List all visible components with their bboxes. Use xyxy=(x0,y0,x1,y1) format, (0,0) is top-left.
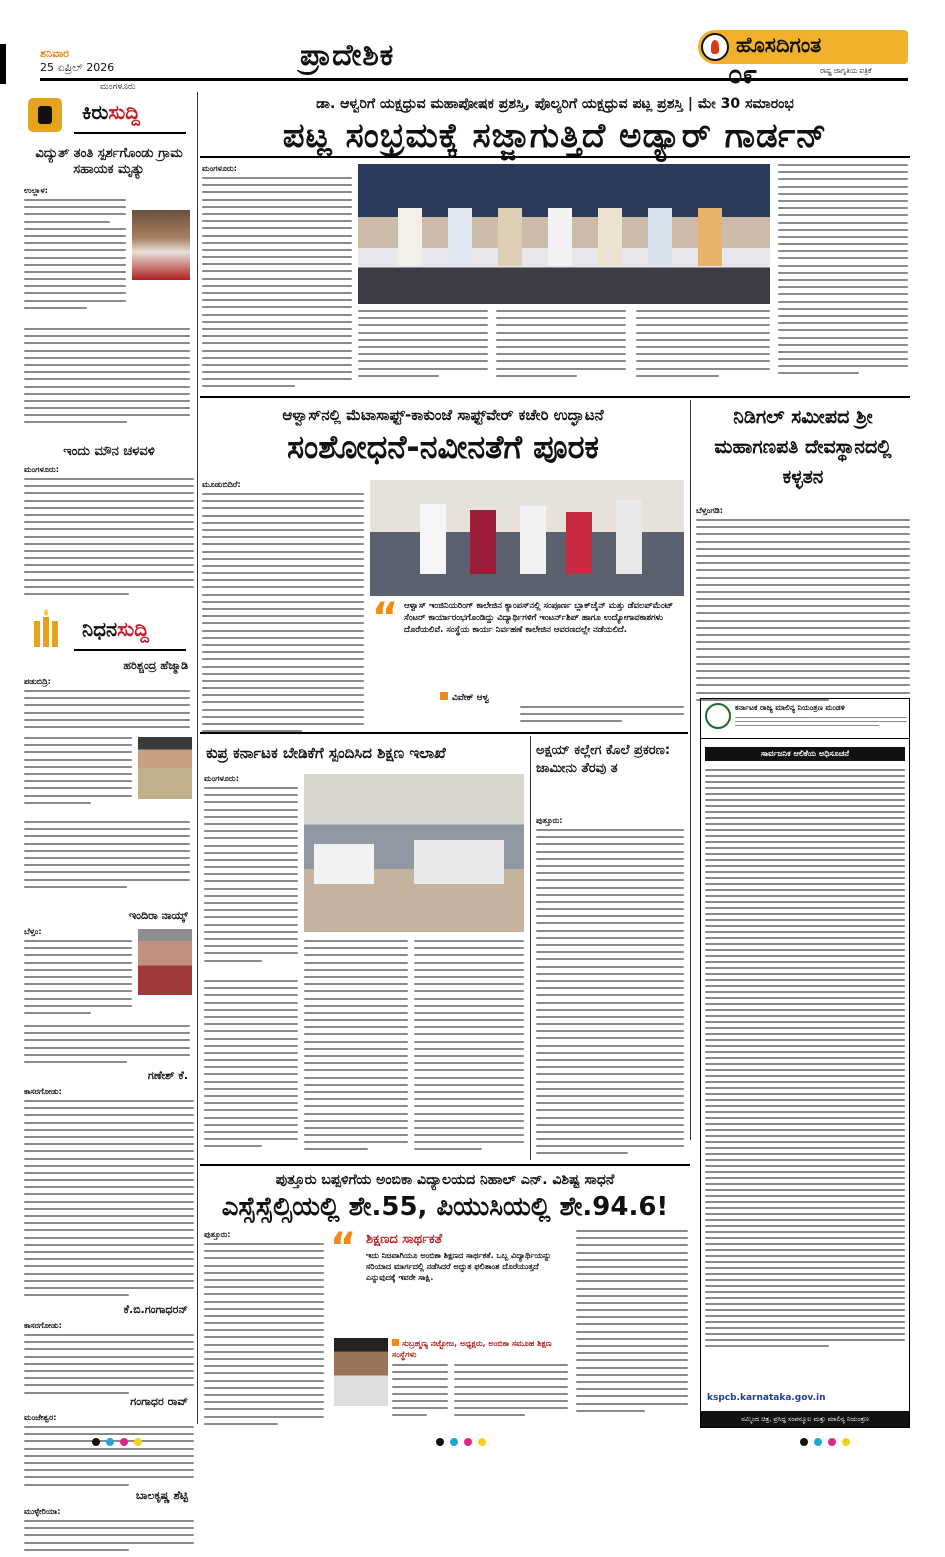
lead-rule xyxy=(200,156,910,158)
obit-item xyxy=(24,677,194,903)
registration-marks-center xyxy=(436,1438,516,1448)
alva-col-bottom xyxy=(520,706,684,728)
dateline: ಬೆಳ್ತಂ: xyxy=(24,927,42,936)
nihal-col3 xyxy=(454,1364,568,1424)
kupra-story xyxy=(200,736,526,1164)
thumbs-up-icon xyxy=(28,98,62,132)
quote-icon: “ xyxy=(330,1225,357,1271)
obit-text xyxy=(24,1413,194,1485)
kiru-story1-body xyxy=(24,182,194,442)
obit-name: ಬಾಲಕೃಷ್ಣ ಶೆಟ್ಟಿ xyxy=(135,1489,188,1502)
quote-by-text: ವಿವೇಕ್ ಆಳ್ವ xyxy=(452,693,490,703)
nihal-kicker: ಪುತ್ತೂರು ಬಪ್ಪಳಿಗೆಯ ಅಂಬಿಕಾ ವಿದ್ಯಾಲಯದ ನಿಹಾಲ್ ಎನ್. ವಿಶಿಷ್ಟ ಸಾಧನೆ xyxy=(275,1172,615,1188)
quote-marker-icon xyxy=(440,692,448,700)
dateline: ಕಾಸರಗೋಡು: xyxy=(24,1321,62,1330)
obit-item xyxy=(24,927,194,1067)
lead-col3 xyxy=(496,310,626,388)
lead-headline: ಪಟ್ಲ ಸಂಭ್ರಮಕ್ಕೆ ಸಜ್ಜಾಗುತ್ತಿದೆ ಅಡ್ಯಾರ್ ಗಾರ್ಡನ್ xyxy=(282,116,828,156)
kpsc-header xyxy=(701,699,909,739)
dateline: ಪಡುಬಿದ್ರಿ: xyxy=(24,677,51,686)
alva-headline: ಸಂಶೋಧನೆ-ನವೀನತೆಗೆ ಪೂರಕ xyxy=(287,428,599,466)
quote-icon: “ xyxy=(372,595,399,641)
masthead-rule xyxy=(40,78,908,81)
kpsc-notice xyxy=(700,698,910,1428)
nidigal-story xyxy=(696,402,910,692)
nihal-quote-title: ಶಿಕ್ಷಣದ ಸಾರ್ಥಕತೆ xyxy=(366,1232,443,1247)
nidhana-suddi-header xyxy=(24,605,194,657)
lead-col4 xyxy=(636,310,770,388)
obit-photo xyxy=(138,737,192,799)
kupra-col4 xyxy=(414,940,524,1162)
kupra-headline: ಕುಪ್ರ ಕರ್ನಾಟಕ ಬೇಡಿಕೆಗೆ ಸ್ಪಂದಿಸಿದ ಶಿಕ್ಷಣ ಇಲಾಖೆ xyxy=(206,744,446,762)
dateline: ಮಂಗಳೂರು: xyxy=(204,774,239,783)
column-divider xyxy=(690,400,691,1140)
nidigal-headline: ನಿಡಿಗಲ್ ಸಮೀಪದ ಶ್ರೀ ಮಹಾಗಣಪತಿ ದೇವಸ್ಥಾನದಲ್ಲಿ ಕಳ್ಳತನ xyxy=(714,406,892,488)
kupra-col3 xyxy=(204,980,298,1162)
lead-col5 xyxy=(778,164,908,388)
alva-quote-by xyxy=(440,692,489,703)
kupra-col2 xyxy=(304,940,408,1162)
column-divider xyxy=(197,92,198,1424)
nihal-quote-text: ಇದು ನಿಜವಾಗಿಯೂ ಅಂಬಿಕಾ ಶಿಕ್ಷಣದ ಸಾರ್ಥಕತೆ. ಒಬ್ಬ ವಿದ್ಯಾರ್ಥಿಯನ್ನು ಸರಿಯಾದ ಮಾರ್ಗದಲ್ಲಿ ನಡೆಸಿದರೆ ಅದ್ಭುತ ಫಲಿತಾಂಶ ದೊರೆಯುತ್ತದೆ ಎನ್ನುವುದಕ್ಕೆ ಇವರೇ ಸಾಕ್ಷಿ. xyxy=(366,1251,552,1282)
kpsc-footer: ನಮ್ಮಿಂದ ಚಿತ್ರ, ಪ್ರಸಿದ್ಧ ಸಂಪನ್ಮೂಲ ಮತ್ತು ಮಾಲಿನ್ಯ ನಿಯಂತ್ರಣ xyxy=(701,1411,909,1427)
kpsc-url[interactable]: kspcb.karnataka.gov.in xyxy=(707,1393,826,1403)
kiru-story1-headline: ವಿದ್ಯುತ್ ತಂತಿ ಸ್ಪರ್ಶಗೊಂಡು ಗ್ರಾಮ ಸಹಾಯಕ ಮೃತ್ಯು xyxy=(35,146,183,177)
masthead xyxy=(0,0,945,90)
tagline: ರಾಷ್ಟ್ರ ಜಾಗೃತಿಯ ಪತ್ರಿಕೆ xyxy=(820,67,872,75)
nidhana-label-a: ನಿಧನ xyxy=(82,617,118,641)
dateline: ಉಲ್ಲಾಳ: xyxy=(24,186,48,195)
obit-text xyxy=(24,1087,194,1299)
masthead-color-strip xyxy=(0,44,6,84)
obit-text xyxy=(24,927,132,1023)
obit-text-more xyxy=(24,821,190,903)
kpsc-emblem-icon xyxy=(705,703,731,729)
nihal-col2 xyxy=(392,1364,448,1424)
alva-story xyxy=(200,400,686,728)
section-title: ಪ್ರಾದೇಶಿಕ xyxy=(300,38,395,73)
lead-col1 xyxy=(202,164,352,388)
dateline: ಮಂಜೇಶ್ವರ: xyxy=(24,1413,57,1422)
dateline: ಕಾಸರಗೋಡು: xyxy=(24,1087,62,1096)
day-label: ಶನಿವಾರ xyxy=(40,47,69,60)
section-rule xyxy=(200,732,688,734)
kpsc-body xyxy=(705,769,905,1389)
date-label: 25 ಏಪ್ರಿಲ್ 2026 xyxy=(40,61,115,74)
kiru-story2-text xyxy=(24,465,194,597)
kolai-headline: ಅಕ್ಷಯ್ ಕಲ್ಲೇಗ ಕೊಲೆ ಪ್ರಕರಣ: ಜಾಮೀನು ತೆರವು ತ xyxy=(536,743,671,776)
dateline: ಬೆಳ್ತಂಗಡಿ: xyxy=(696,506,723,515)
logo-text: ಹೊಸದಿಗಂತ xyxy=(736,33,822,57)
victim-photo xyxy=(132,210,190,280)
lead-kicker: ಡಾ. ಆಳ್ವರಿಗೆ ಯಕ್ಷಧ್ರುವ ಮಹಾಪೋಷಕ ಪ್ರಶಸ್ತಿ, ಪೊಲ್ಯರಿಗೆ ಯಕ್ಷಧ್ರುವ ಪಟ್ಲ ಪ್ರಶಸ್ತಿ | ಮೇ 30 ಸಮಾರಂಭ xyxy=(316,96,794,112)
nihal-quote-box xyxy=(330,1225,570,1334)
obit-text xyxy=(24,1321,194,1391)
alva-col1 xyxy=(202,480,364,724)
kiru-label xyxy=(82,100,140,124)
obit-text-side xyxy=(24,737,132,817)
kiru-suddi-header xyxy=(24,92,194,142)
left-column xyxy=(24,92,194,1516)
kolai-text xyxy=(536,816,684,1162)
obit-name: ಕೆ.ಬಿ.ಗಂಗಾಧರನ್ xyxy=(123,1303,188,1316)
registration-marks-right xyxy=(800,1438,880,1448)
dateline: ಮುಳ್ಳೇರಿಯಾ: xyxy=(24,1507,61,1516)
obit-name: ಹರಿಶ್ಚಂದ್ರ ಹೆಜ್ಮಾಡಿ xyxy=(123,659,188,672)
dateline: ಮಂಗಳೂರು: xyxy=(24,465,59,474)
nihal-photo xyxy=(334,1338,388,1406)
nihal-quote-by xyxy=(392,1338,568,1360)
logo-emblem-icon xyxy=(701,33,729,61)
obit-text xyxy=(24,1507,194,1557)
nihal-col1 xyxy=(204,1230,324,1426)
nidigal-text xyxy=(696,506,910,692)
paper-logo xyxy=(698,30,908,64)
lead-photo xyxy=(358,164,770,304)
quote-marker-icon xyxy=(392,1339,399,1346)
page-number: ೦೯ xyxy=(728,60,758,90)
obit-name: ಇಂದಿರಾ ನಾಯ್ಕ್ xyxy=(128,909,188,922)
obit-photo xyxy=(138,929,192,995)
kiru-label-a: ಕಿರು xyxy=(82,100,109,124)
kiru-underline xyxy=(74,132,186,134)
nidhana-label-b: ಸುದ್ದಿ xyxy=(117,617,149,641)
kpsc-org: ಕರ್ನಾಟಕ ರಾಜ್ಯ ಮಾಲಿನ್ಯ ನಿಯಂತ್ರಣ ಮಂಡಳಿ xyxy=(735,703,845,712)
obit-name: ಗಣೇಶ್ ಕೆ. xyxy=(147,1069,188,1082)
lead-story xyxy=(200,92,910,392)
dateline: ಪುತ್ತೂರು: xyxy=(536,816,563,825)
kiru-story1-text xyxy=(24,186,126,326)
nihal-col4 xyxy=(576,1230,688,1426)
nidhana-underline xyxy=(74,649,186,651)
alva-quote-box xyxy=(370,596,684,686)
date-block xyxy=(40,47,180,75)
dateline: ಮೂಡುಬಿದಿರೆ: xyxy=(202,480,241,489)
nihal-story xyxy=(200,1166,690,1428)
nidhana-label xyxy=(82,617,149,641)
dateline: ಪುತ್ತೂರು: xyxy=(204,1230,231,1239)
kpsc-title-bar: ಸಾರ್ವಜನಿಕ ಆಲಿಕೆಯ ಅಧಿಸೂಚನೆ xyxy=(705,747,905,761)
kpsc-address xyxy=(735,717,907,737)
candle-icon xyxy=(28,609,62,649)
registration-marks-left xyxy=(92,1438,172,1448)
nihal-headline: ಎಸ್ಸೆಸ್ಸೆಲ್ಸಿಯಲ್ಲಿ ಶೇ.55, ಪಿಯುಸಿಯಲ್ಲಿ ಶೇ.94.6! xyxy=(221,1192,669,1222)
column-divider xyxy=(530,736,531,1160)
dateline: ಮಂಗಳೂರು: xyxy=(202,164,237,173)
obit-text xyxy=(24,677,190,737)
kupra-col1 xyxy=(204,774,298,974)
kiru-story2-headline: ಇಂದು ಮೌನ ಚಳವಳಿ xyxy=(63,444,155,459)
kupra-photo xyxy=(304,774,524,932)
kolai-story xyxy=(534,736,686,1164)
kiru-story1-text-more xyxy=(24,328,190,438)
alva-quote-text: ಆಳ್ವಾಸ್ ಇಂಜಿನಿಯರಿಂಗ್ ಕಾಲೇಜಿನ ಕ್ಯಾಂಪಸ್‌ನಲ್ಲಿ ಸಂಪೂರ್ಣ ಬ್ಲಾಕ್‌ಚೈನ್ ಮತ್ತು ಡೆವಲಪ್‌ಮೆಂಟ್ ಸೆಂಟರ್ ಕಾರ್ಯಾರಂಭಗೊಂಡಿದ್ದು ವಿದ್ಯಾರ್ಥಿಗಳಿಗೆ ಇಂಟರ್ನ್‌ಶಿಪ್ ಹಾಗೂ ಉದ್ಯೋಗಾವಕಾಶಗಳು ದೊರೆಯಲಿವೆ. ಸಂಸ್ಥೆಯ ಕಾರ್ಯ ನಿರ್ವಹಣೆ ಕಾಲೇಜಿನ ಆವರಣದಲ್ಲೇ ನಡೆಯಲಿದೆ. xyxy=(404,601,674,635)
alva-photo xyxy=(370,480,684,596)
obit-name: ಗಂಗಾಧರ ರಾವ್ xyxy=(130,1395,188,1408)
quote-by-text: ಸುಬ್ರಹ್ಮಣ್ಯ ನಟ್ಟೋಜ, ಅಧ್ಯಕ್ಷರು, ಅಂಬಿಕಾ ಸಮೂಹ ಶಿಕ್ಷಣ ಸಂಸ್ಥೆಗಳು xyxy=(392,1339,552,1359)
lead-col2 xyxy=(358,310,488,388)
city-label: ಮಂಗಳೂರು xyxy=(100,82,136,92)
obit-text-more xyxy=(24,1025,190,1067)
section-rule xyxy=(200,396,910,398)
alva-kicker: ಆಳ್ವಾಸ್‌ನಲ್ಲಿ ಮೆಟಾಸಾಫ್ಟ್-ಕಾಕುಂಜೆ ಸಾಫ್ಟ್‌ವೇರ್ ಕಚೇರಿ ಉದ್ಘಾಟನೆ xyxy=(282,406,604,424)
kiru-label-b: ಸುದ್ದಿ xyxy=(108,100,141,124)
